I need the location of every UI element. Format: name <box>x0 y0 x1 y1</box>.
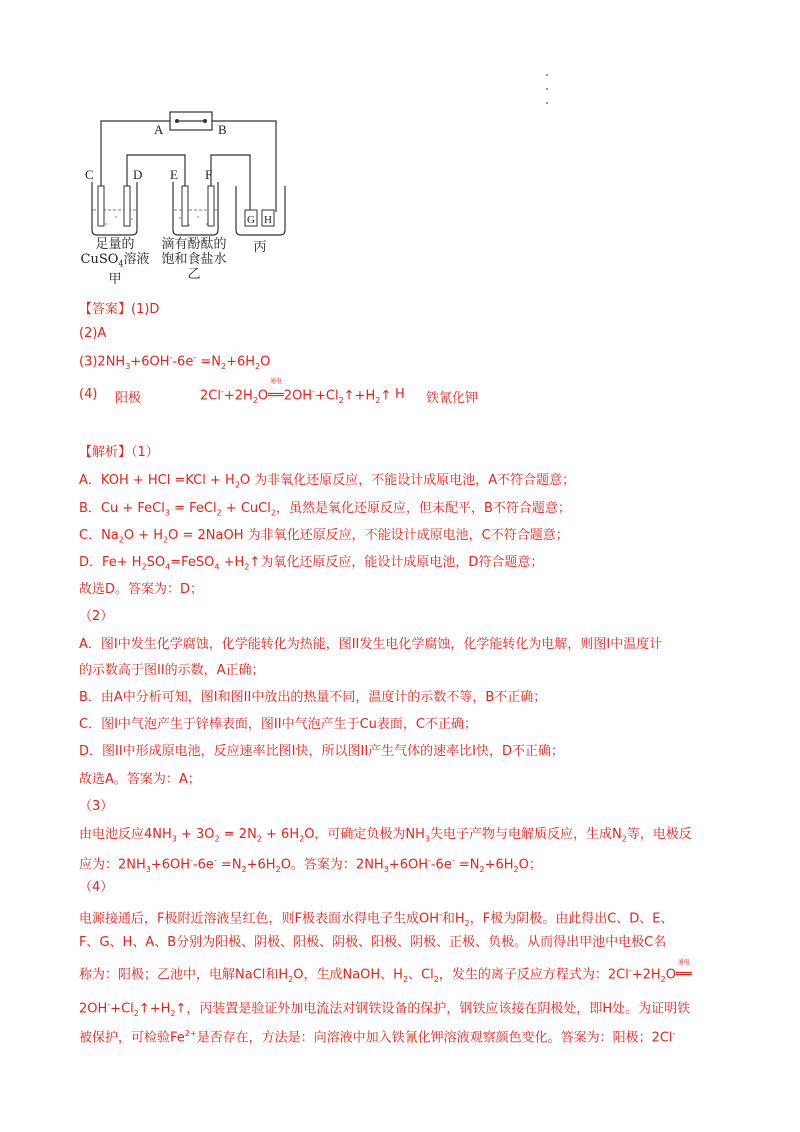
label-h: H <box>264 214 272 226</box>
analysis-2d: D．图II中形成原电池，反应速率比图Ⅰ快，所以图II产生气体的速率比I快，D不正确； <box>79 744 565 759</box>
label-g: G <box>247 214 255 226</box>
electrode-e <box>182 186 188 226</box>
analysis-1d: D．$Fe+ H_2SO_4=FeSO_4$ $+H_2↑$为氧化还原反应，能设计成原电池，D符合题意； <box>79 555 544 572</box>
analysis-1-conclusion: 故选D。答案为：D； <box>79 582 204 597</box>
electrode-f <box>208 186 214 226</box>
analysis-4-num: （4） <box>79 880 114 895</box>
label-a: A <box>154 122 164 137</box>
analysis-2-conclusion: 故选A。答案为：A； <box>79 772 201 787</box>
label-b: B <box>218 122 227 137</box>
answer-q4-num: (4) <box>79 387 98 402</box>
caption-jia: 足量的 CuSO$_4$溶液 甲 <box>80 237 150 287</box>
analysis-label: 【解析】 <box>79 445 132 460</box>
label-d: D <box>133 167 143 182</box>
analysis-3-line1: 由电池反应$4NH_3 + 3O_2 = 2N_2 + 6H_2O$，可确定负极为$NH_3$失电子产物与电解质反应，生成$N_2$等，电极反 <box>79 827 692 844</box>
analysis-4-line5: 被保护，可检验$Fe^{2+}$是否存在，方法是：向溶液中加入铁氰化钾溶液观察颜色变化。答案为：阳极；2Cl- <box>79 1029 676 1046</box>
analysis-3-line2: 应为：$2NH_3+6OH^--6e^- =N_2+6H_2O$。答案为：$2NH_3+6OH^--6e^- =N_2+6H_2O$； <box>79 856 542 874</box>
answer-label: 【答案】 <box>79 302 132 317</box>
answer-q4-reagent: 铁氰化钾 <box>426 391 479 406</box>
analysis-4-line2: F、G、H、A、B分别为阳极、阴极、阳极、阴极、阳极、阴极、正极、负极。从而得出甲池中电极C名 <box>79 935 667 950</box>
analysis-2-num: （2） <box>79 609 114 624</box>
label-e: E <box>170 167 178 182</box>
wire-f-g <box>211 155 250 212</box>
page-dots <box>546 74 549 108</box>
analysis-2c: C．图I中气泡产生于锌棒表面，图II中气泡产生于Cu表面，C不正确； <box>79 717 477 732</box>
analysis-2a-line1: A．图I中发生化学腐蚀，化学能转化为热能，图II发生电化学腐蚀，化学能转化为电解，则图I中温度计 <box>79 637 663 652</box>
answer-q4-equation: $2Cl^-+2H_2O$ 通电 $══2OH^-+Cl_2↑+H_2↑$ <box>200 378 392 405</box>
analysis-2b: B．由A中分析可知，图I和图II中放出的热量不同，温度计的示数不等，B不正确； <box>79 690 547 705</box>
answer-q4-electrode: H <box>395 387 405 402</box>
caption-yi: 滴有酚酞的 饱和食盐水 乙 <box>161 237 227 282</box>
beaker-bing <box>236 186 285 235</box>
label-c: C <box>85 167 94 182</box>
answer-q2: (2)A <box>79 326 107 341</box>
analysis-3-num: （3） <box>79 799 114 814</box>
analysis-header: 【解析】（1） <box>79 445 159 460</box>
analysis-1a: A．KOH + HCl $=KCl + H_2O$ 为非氧化还原反应，不能设计成原电池，A不符合题意； <box>79 473 576 490</box>
analysis-1b: B．Cu + FeCl$_3$ = FeCl$_2$ + CuCl$_2$，虽然是氧化还原反应，但未配平，B不符合题意； <box>79 501 571 518</box>
answer-q4-anode: 阳极 <box>115 391 142 406</box>
analysis-1c: C．$Na_2O + H_2O$ = 2NaOH 为非氧化还原反应，不能设计成原电池，C不符合题意； <box>79 528 569 545</box>
electrode-d <box>124 186 130 226</box>
analysis-4-line1: 电源接通后，F极附近溶液呈红色，则F极表面水得电子生成OH-和$H_2$，F极为阴极。由此得出C、D、E、 <box>79 910 674 928</box>
answer-q3: $(3)2NH_3+6OH^--6e^- =N_2+6H_2O$ <box>79 353 271 371</box>
label-f: F <box>205 167 213 182</box>
electrode-c <box>98 186 104 226</box>
answer-q1: 【答案】(1)D <box>79 302 160 317</box>
analysis-2a-line2: 的示数高于图II的示数，A正确； <box>79 663 265 678</box>
analysis-4-line4: $2OH^-+Cl_2↑+H_2↑$，丙装置是验证外加电流法对钢铁设备的保护，钢铁应该接在阴极处，即H处。为证明铁 <box>79 1000 691 1018</box>
analysis-4-line3: 称为：阳极；乙池中，电解NaCl和$H_2O$，生成NaOH、$H_2$、$Cl_2$，发生的离子反应方程式为：$2Cl^-+2H_2O$ 通电 ══ <box>79 959 692 984</box>
caption-bing: 丙 <box>253 240 267 255</box>
electrolysis-diagram <box>70 100 310 240</box>
